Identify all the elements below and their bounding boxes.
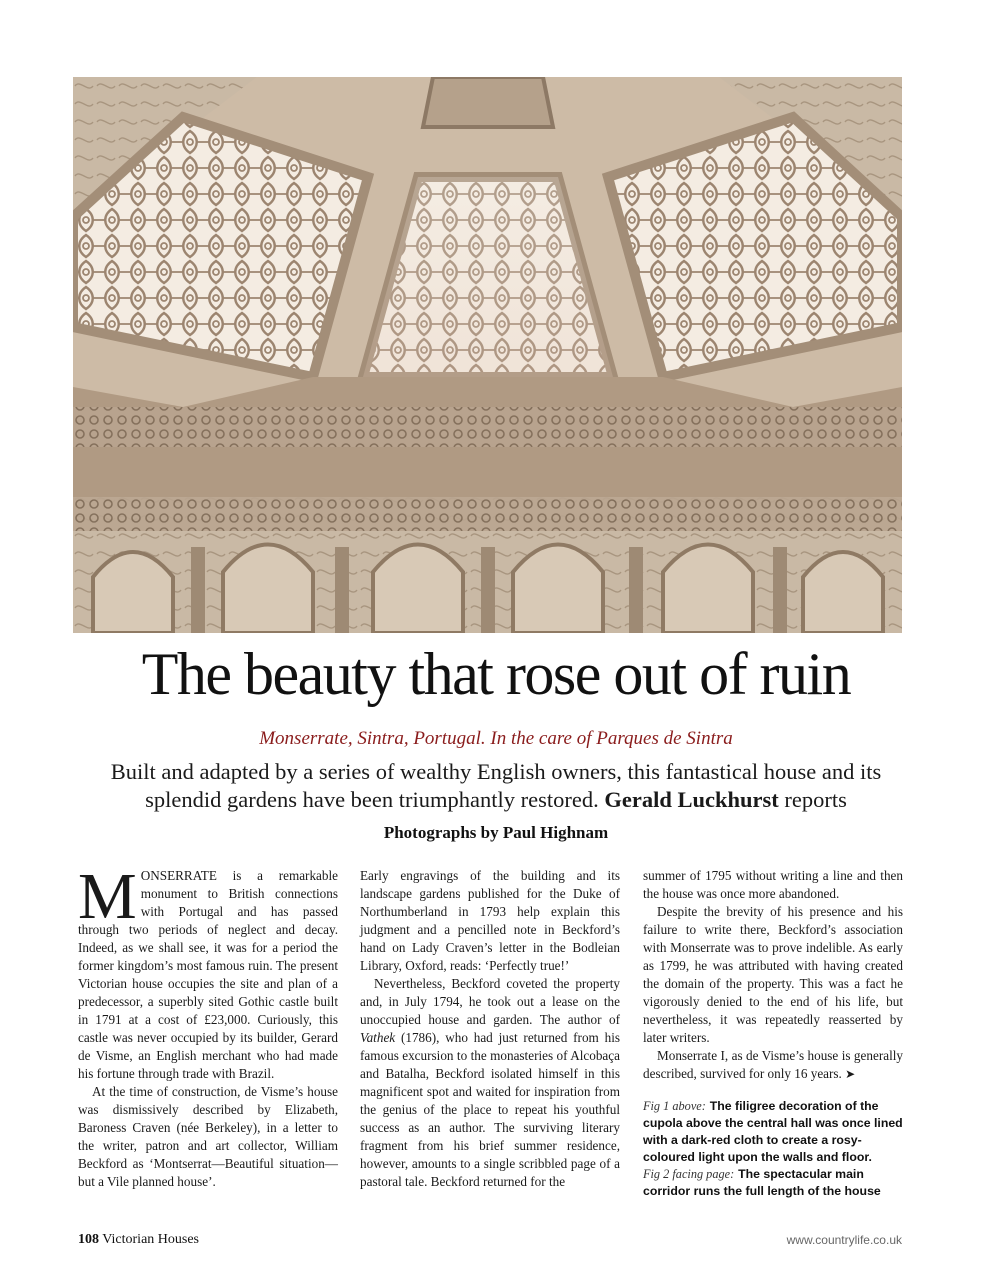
cupola-photograph — [73, 77, 902, 633]
photographer-credit: Photographs by Paul Highnam — [383, 823, 609, 842]
continue-arrow-icon: ➤ — [845, 1067, 856, 1081]
publication-name: Victorian Houses — [102, 1232, 199, 1247]
caption-text: The spectacular main corridor runs the full length of the house — [643, 1167, 881, 1198]
article-headline: The beauty that rose out of ruin — [141, 641, 851, 707]
body-paragraph: summer of 1795 without writing a line and then the house was once more abandoned. — [643, 868, 903, 901]
reports-word: reports — [784, 786, 847, 812]
body-column-1 — [78, 860, 338, 1191]
location-line: Monserrate, Sintra, Portugal. In the care of Parques de Sintra — [259, 728, 733, 749]
body-paragraph — [78, 860, 338, 1083]
body-paragraph: Despite the brevity of his presence and his failure to write there, Beckford’s association with Monserrate was to prove indelible. As early as 1799, he was attributed with having created the domain of the property. This was a fact he vigorously denied to the end of his life, but nevertheless, it was repeatedly reasserted by later writers. — [643, 904, 903, 1045]
standfirst-text: Built and adapted by a series of wealthy English owners, this fantastical house and its splendid gardens have been triumphantly restored. — [110, 759, 882, 812]
page-folio — [78, 1232, 199, 1248]
body-column-3 — [643, 867, 903, 1083]
paragraph-text: (1786), who had just returned from his famous excursion to the monasteries of Alcobaça and Batalha, Beckford isolated himself in this magnificent spot and waited for inspiration from the genius of the place to repeat his youthful success as an author. The surviving literary fragment from his brief summer residence, however, amounts to a single scribbled page of a pastoral tale. Beckford returned for the — [360, 1030, 620, 1189]
website-url: www.countrylife.co.uk — [786, 1233, 902, 1247]
body-column-2 — [360, 867, 620, 1191]
body-paragraph — [360, 975, 620, 1191]
paragraph-text: ONSERRATE is a remarkable monument to British connections with Portugal and has passed through two periods of neglect and decay. Indeed, as we shall see, it was for a period the former kingdom’s most famous ruin. The present Victorian house occupies the site and plan of a predecessor, a superbly sited Gothic castle built in 1791 at a cost of £23,000. Curiously, this castle was never occupied by its builder, Gerard de Visme, an English merchant who had made his fortune through trade with Brazil. — [78, 868, 338, 1081]
caption-label: Fig 1 above: — [643, 1099, 706, 1113]
standfirst — [80, 758, 912, 814]
caption-text: The filigree decoration of the cupola above the central hall was once lined with a dark-red cloth to create a rosy-coloured light upon the walls and floor. — [643, 1099, 903, 1164]
book-title: Vathek — [360, 1030, 396, 1045]
body-paragraph: Early engravings of the building and its landscape gardens published for the Duke of Northumberland in 1793 help explain this judgment and a pencilled note in Beckford’s hand on Lady Craven’s letter in the Bodleian Library, Oxford, reads: ‘Perfectly true!’ — [360, 868, 620, 973]
body-paragraph — [643, 1047, 903, 1083]
paragraph-text: Nevertheless, Beckford coveted the property and, in July 1794, he took out a lease on the unoccupied house and garden. The author of — [360, 976, 620, 1027]
caption-fig-1 — [643, 1098, 905, 1166]
caption-label: Fig 2 facing page: — [643, 1167, 735, 1181]
paragraph-text: Monserrate I, as de Visme’s house is generally described, survived for only 16 years. — [643, 1048, 903, 1081]
cupola-illustration — [73, 77, 902, 633]
body-paragraph: At the time of construction, de Visme’s house was dismissively described by Elizabeth, Baroness Craven (née Berkeley), in a letter to the writer, patron and art collector, William Beckford as ‘Montserrat—Beautiful situation—but a Vile planned house’. — [78, 1084, 338, 1189]
author-name: Gerald Luckhurst — [604, 786, 779, 812]
figure-captions — [643, 1098, 905, 1200]
page-number: 108 — [78, 1232, 99, 1247]
caption-fig-2 — [643, 1166, 905, 1200]
drop-cap: M — [78, 860, 137, 933]
